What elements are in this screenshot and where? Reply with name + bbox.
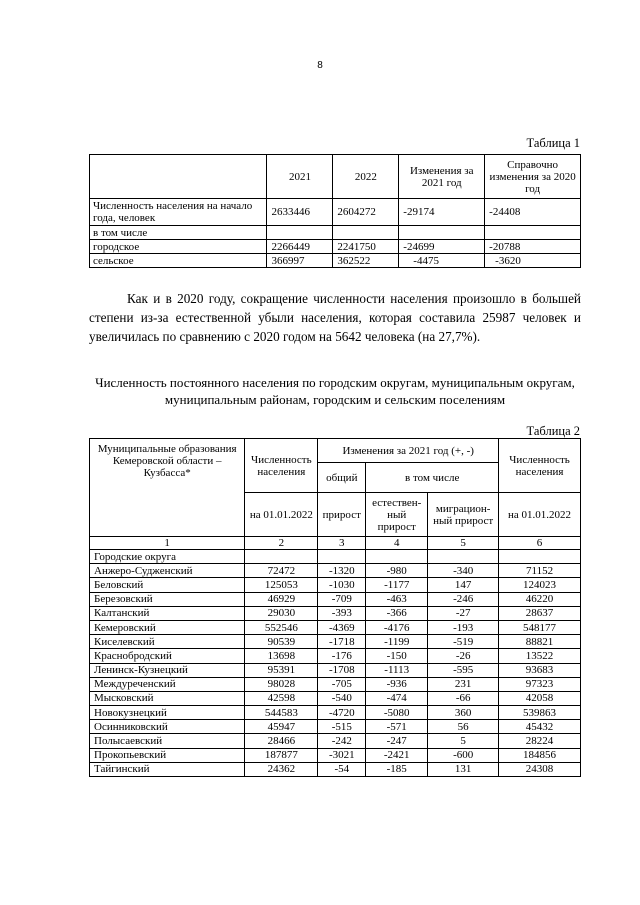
table-row — [90, 691, 581, 705]
body-paragraph: Как и в 2020 году, сокращение численности населения произошло в большей степени из-за естественной убыли населения, которая составила 25987 человек и увеличилась по сравнению с 2020 годом на 5642 человека (на 27,7%). — [89, 291, 581, 344]
table-cell: 71152 — [499, 564, 581, 578]
table-row — [90, 748, 581, 762]
table-cell: -936 — [366, 677, 428, 691]
table-cell: 90539 — [245, 635, 318, 649]
table-cell: 24362 — [245, 762, 318, 776]
table-row — [90, 226, 581, 240]
table-cell: 29030 — [245, 606, 318, 620]
table-row — [90, 677, 581, 691]
table-cell: 131 — [428, 762, 499, 776]
table-cell: -54 — [318, 762, 366, 776]
table-cell: 42598 — [245, 691, 318, 705]
municipality-name: Ленинск-Кузнецкий — [90, 663, 245, 677]
table-cell: -185 — [366, 762, 428, 776]
table-row — [90, 254, 581, 268]
table-cell: 2241750 — [333, 240, 399, 254]
table-cell: 544583 — [245, 706, 318, 720]
table-cell: 45432 — [499, 720, 581, 734]
table-cell: -5080 — [366, 706, 428, 720]
table-cell: -247 — [366, 734, 428, 748]
municipality-name: Полысаевский — [90, 734, 245, 748]
table-row — [90, 734, 581, 748]
table-cell: 2266449 — [267, 240, 333, 254]
table-cell — [245, 550, 318, 564]
table-cell: -1177 — [366, 578, 428, 592]
municipality-name: Мысковский — [90, 691, 245, 705]
table-cell: 360 — [428, 706, 499, 720]
table-cell: 125053 — [245, 578, 318, 592]
table-cell: -27 — [428, 606, 499, 620]
section-row — [90, 550, 581, 564]
table-cell: -176 — [318, 649, 366, 663]
table-cell: -66 — [428, 691, 499, 705]
table-row — [90, 649, 581, 663]
table-cell — [428, 550, 499, 564]
table-cell: 46220 — [499, 592, 581, 606]
table-row — [90, 762, 581, 776]
table-row — [90, 706, 581, 720]
table-cell: 95391 — [245, 663, 318, 677]
table2-caption: Таблица 2 — [526, 424, 580, 438]
table-cell: -24699 — [399, 240, 485, 254]
table-cell: -366 — [366, 606, 428, 620]
table-cell: -515 — [318, 720, 366, 734]
table1-header-cell: 2021 — [267, 155, 333, 199]
table-cell: -709 — [318, 592, 366, 606]
table-row — [90, 199, 581, 226]
table-cell: 45947 — [245, 720, 318, 734]
row-label: Численность населения на начало года, человек — [90, 199, 267, 226]
population-by-municipality-table — [89, 438, 581, 777]
table-cell: -29174 — [399, 199, 485, 226]
table-cell: -1030 — [318, 578, 366, 592]
table-cell: 42058 — [499, 691, 581, 705]
table1-header-cell: Справочно изменения за 2020 год — [485, 155, 581, 199]
table-cell: -474 — [366, 691, 428, 705]
table-cell: -2421 — [366, 748, 428, 762]
table-cell: -1199 — [366, 635, 428, 649]
municipality-name: Новокузнецкий — [90, 706, 245, 720]
table-cell: 147 — [428, 578, 499, 592]
changes-header: Изменения за 2021 год (+, -) — [318, 439, 499, 463]
table-cell: 13522 — [499, 649, 581, 663]
table-cell: 539863 — [499, 706, 581, 720]
municipality-name: Прокопьевский — [90, 748, 245, 762]
population-header: Численность населения — [245, 439, 318, 493]
column-number-row — [90, 537, 581, 550]
table-cell: -26 — [428, 649, 499, 663]
population-end-header: Численность населения — [499, 439, 581, 493]
table-cell: 72472 — [245, 564, 318, 578]
table-cell: -193 — [428, 620, 499, 634]
table-cell: 548177 — [499, 620, 581, 634]
table-cell: -20788 — [485, 240, 581, 254]
table-cell: 28466 — [245, 734, 318, 748]
growth-header: прирост — [318, 493, 366, 537]
municipality-name: Тайгинский — [90, 762, 245, 776]
table-cell: 552546 — [245, 620, 318, 634]
table-row — [90, 240, 581, 254]
table-cell: 2633446 — [267, 199, 333, 226]
municipality-name: Междуреченский — [90, 677, 245, 691]
table-cell: 13698 — [245, 649, 318, 663]
column-number: 4 — [366, 537, 428, 550]
table-cell: -463 — [366, 592, 428, 606]
table-cell: -1113 — [366, 663, 428, 677]
municipality-name: Березовский — [90, 592, 245, 606]
table-cell: 28224 — [499, 734, 581, 748]
table-cell: 187877 — [245, 748, 318, 762]
table-cell: -980 — [366, 564, 428, 578]
municipality-name: Беловский — [90, 578, 245, 592]
column-number: 6 — [499, 537, 581, 550]
natural-growth-header: естествен-ный прирост — [366, 493, 428, 537]
table-cell: -1320 — [318, 564, 366, 578]
table-cell: 24308 — [499, 762, 581, 776]
date-end-header: на 01.01.2022 — [499, 493, 581, 537]
table-row — [90, 663, 581, 677]
migration-growth-header: миграцион-ный прирост — [428, 493, 499, 537]
table2-body — [90, 564, 581, 777]
table-cell — [399, 226, 485, 240]
row-label: городское — [90, 240, 267, 254]
table1-header-cell: 2022 — [333, 155, 399, 199]
table-cell — [499, 550, 581, 564]
table-cell — [333, 226, 399, 240]
table-row — [90, 606, 581, 620]
table-cell: -1708 — [318, 663, 366, 677]
table-cell: 46929 — [245, 592, 318, 606]
table-cell: 98028 — [245, 677, 318, 691]
total-header: общий — [318, 463, 366, 493]
including-header: в том числе — [366, 463, 499, 493]
row-label: в том числе — [90, 226, 267, 240]
table1-header-cell: Изменения за 2021 год — [399, 155, 485, 199]
table-cell: 93683 — [499, 663, 581, 677]
table-cell: 231 — [428, 677, 499, 691]
column-number: 2 — [245, 537, 318, 550]
table-cell: -705 — [318, 677, 366, 691]
table-cell: 97323 — [499, 677, 581, 691]
date-start-header: на 01.01.2022 — [245, 493, 318, 537]
table-cell: -4475 — [399, 254, 485, 268]
table-cell: 88821 — [499, 635, 581, 649]
table-cell: -571 — [366, 720, 428, 734]
table-row — [90, 578, 581, 592]
table-cell: -242 — [318, 734, 366, 748]
table-cell — [366, 550, 428, 564]
row-label: сельское — [90, 254, 267, 268]
table-cell: 362522 — [333, 254, 399, 268]
table-cell: -246 — [428, 592, 499, 606]
table-cell: 28637 — [499, 606, 581, 620]
table-cell: -600 — [428, 748, 499, 762]
table-cell: -3021 — [318, 748, 366, 762]
table-row — [90, 635, 581, 649]
table-cell: -540 — [318, 691, 366, 705]
table-cell: -4720 — [318, 706, 366, 720]
municipality-name: Осинниковский — [90, 720, 245, 734]
table-cell: 124023 — [499, 578, 581, 592]
municipality-name: Краснобродский — [90, 649, 245, 663]
table1-header-row — [90, 155, 581, 199]
table-row — [90, 620, 581, 634]
table-cell: -393 — [318, 606, 366, 620]
table-cell — [318, 550, 366, 564]
table-cell — [267, 226, 333, 240]
table-row — [90, 592, 581, 606]
municipality-name: Киселевский — [90, 635, 245, 649]
column-number: 3 — [318, 537, 366, 550]
section-label: Городские округа — [90, 550, 245, 564]
table-row — [90, 564, 581, 578]
table2-title: Численность постоянного населения по городским округам, муниципальным округам, муниципальным районам, городским и сельским поселениям — [95, 375, 575, 407]
page-number: 8 — [317, 60, 323, 71]
table-cell: -519 — [428, 635, 499, 649]
table1-caption: Таблица 1 — [526, 136, 580, 150]
population-summary-table — [89, 154, 581, 268]
municipality-name: Кемеровский — [90, 620, 245, 634]
table-cell: -150 — [366, 649, 428, 663]
table-cell: -4369 — [318, 620, 366, 634]
table-cell: 366997 — [267, 254, 333, 268]
table-cell: 184856 — [499, 748, 581, 762]
table-row — [90, 720, 581, 734]
municipality-name: Калтанский — [90, 606, 245, 620]
column-number: 1 — [90, 537, 245, 550]
column-number: 5 — [428, 537, 499, 550]
table-cell: -3620 — [485, 254, 581, 268]
table-cell: -1718 — [318, 635, 366, 649]
table-cell: 5 — [428, 734, 499, 748]
table-cell: 56 — [428, 720, 499, 734]
table-cell: -24408 — [485, 199, 581, 226]
municipal-header: Муниципальные образования Кемеровской области – Кузбасса* — [90, 439, 245, 537]
table-cell: -340 — [428, 564, 499, 578]
table-cell: -4176 — [366, 620, 428, 634]
table1-header-cell — [90, 155, 267, 199]
table-cell — [485, 226, 581, 240]
municipality-name: Анжеро-Судженский — [90, 564, 245, 578]
table2-header-row — [90, 439, 581, 463]
table-cell: -595 — [428, 663, 499, 677]
table-cell: 2604272 — [333, 199, 399, 226]
